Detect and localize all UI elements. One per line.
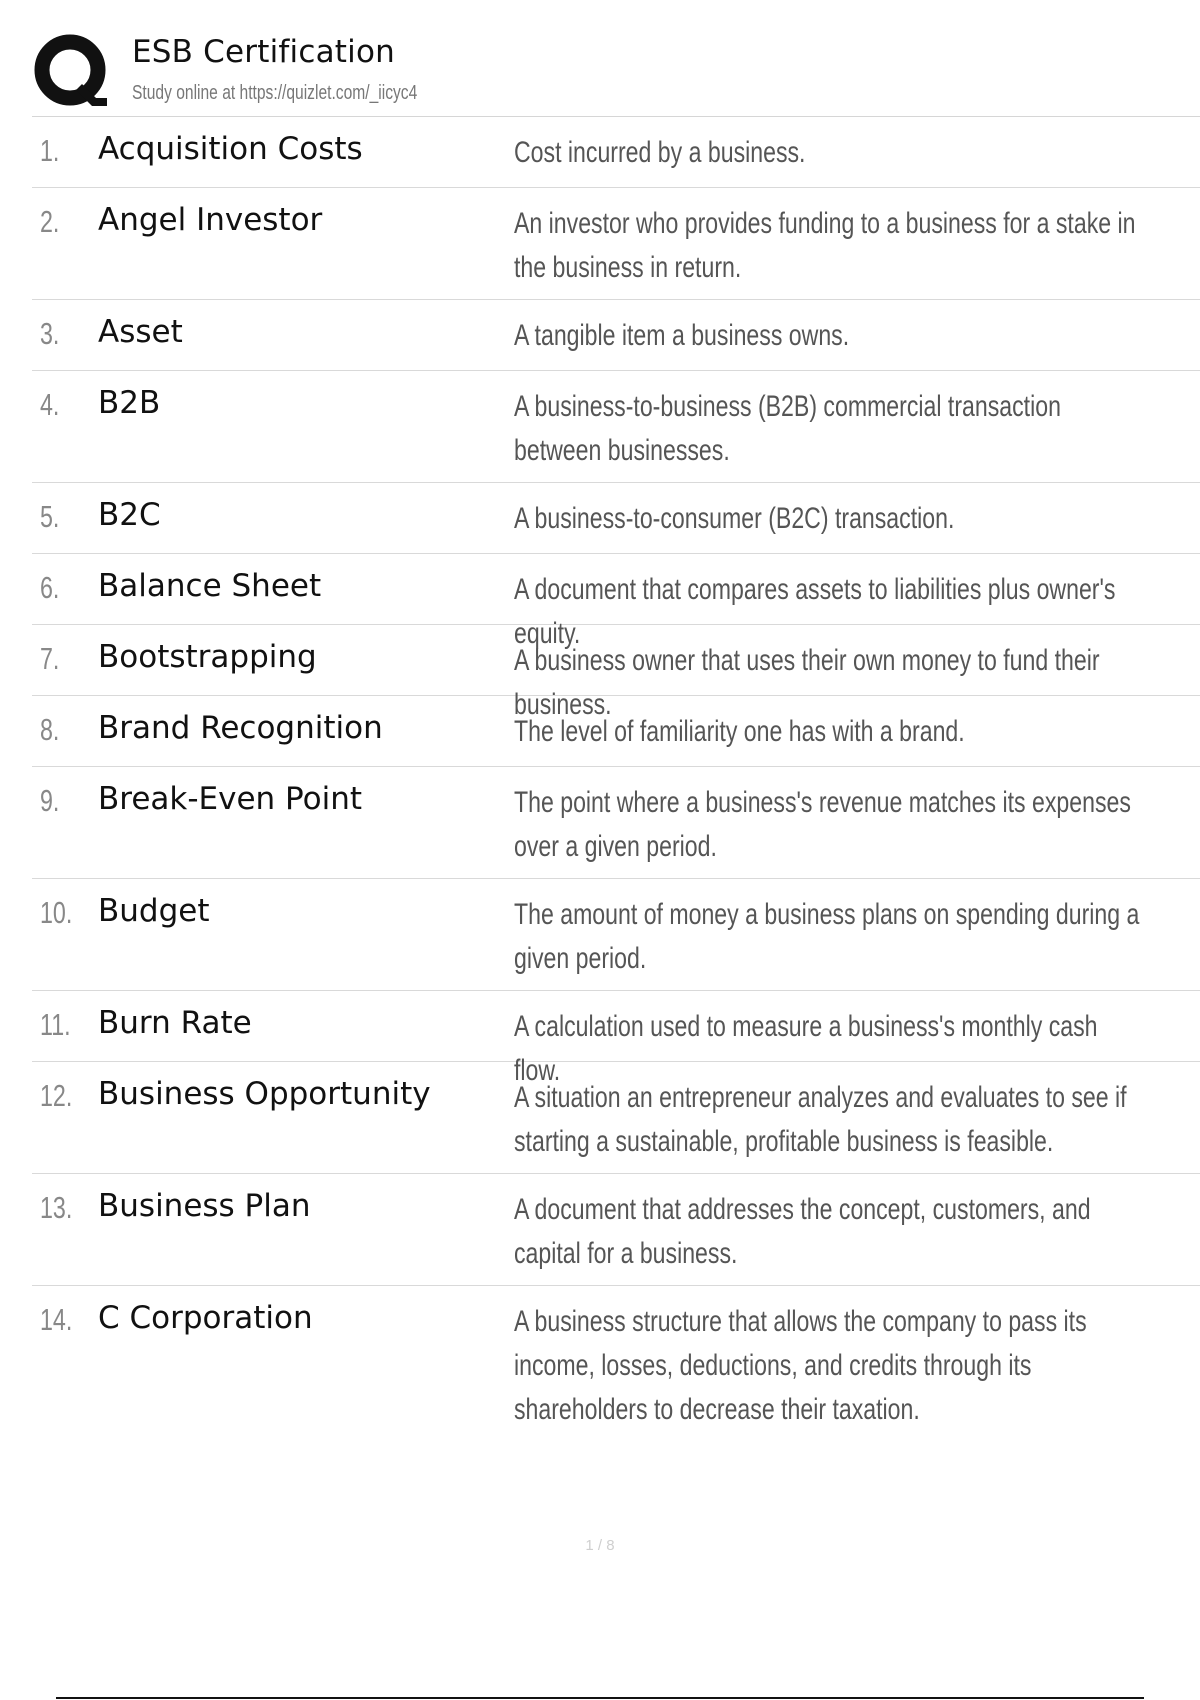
term-definition: Cost incurred by a business. bbox=[514, 136, 806, 169]
term-name: B2B bbox=[98, 385, 161, 421]
term-number: 7. bbox=[40, 641, 60, 676]
term-number: 2. bbox=[40, 204, 60, 239]
term-number: 3. bbox=[40, 316, 60, 351]
term-name: Budget bbox=[98, 893, 210, 929]
term-definition: The amount of money a business plans on spending during a given period. bbox=[514, 898, 1140, 975]
term-name: Business Plan bbox=[98, 1188, 311, 1224]
term-definition: A tangible item a business owns. bbox=[514, 319, 850, 352]
term-definition: The point where a business's revenue matches its expenses over a given period. bbox=[514, 786, 1131, 863]
term-row bbox=[32, 625, 1200, 721]
term-number: 6. bbox=[40, 570, 60, 605]
term-definition: A business-to-consumer (B2C) transaction. bbox=[514, 502, 955, 535]
term-row bbox=[32, 371, 1200, 483]
term-definition: A calculation used to measure a business's monthly cash flow. bbox=[514, 1010, 1098, 1087]
term-number: 9. bbox=[40, 783, 60, 818]
term-definition: A situation an entrepreneur analyzes and evaluates to see if starting a sustainable, profitable business is feasible. bbox=[514, 1081, 1127, 1158]
term-number: 12. bbox=[40, 1078, 73, 1113]
term-name: Business Opportunity bbox=[98, 1076, 431, 1112]
term-row bbox=[32, 483, 1200, 554]
term-number: 11. bbox=[40, 1007, 71, 1042]
term-list bbox=[32, 117, 1200, 1436]
term-number: 10. bbox=[40, 895, 73, 930]
study-link[interactable]: Study online at https://quizlet.com/_iicyc4 bbox=[132, 82, 418, 104]
term-definition: A document that addresses the concept, customers, and capital for a business. bbox=[514, 1193, 1091, 1270]
term-row bbox=[32, 767, 1200, 879]
term-name: Balance Sheet bbox=[98, 568, 322, 604]
term-name: C Corporation bbox=[98, 1300, 313, 1336]
page-header bbox=[32, 30, 1200, 117]
term-row bbox=[32, 117, 1200, 188]
term-definition: A business owner that uses their own money to fund their business. bbox=[514, 644, 1100, 721]
term-row bbox=[32, 879, 1200, 991]
term-row bbox=[32, 1062, 1200, 1174]
term-number: 1. bbox=[40, 133, 60, 168]
term-row bbox=[32, 1286, 1200, 1436]
term-number: 4. bbox=[40, 387, 60, 422]
quizlet-logo-icon bbox=[32, 32, 112, 112]
term-row bbox=[32, 1174, 1200, 1286]
term-name: B2C bbox=[98, 497, 161, 533]
term-row bbox=[32, 188, 1200, 300]
term-name: Acquisition Costs bbox=[98, 131, 363, 167]
term-row bbox=[32, 554, 1200, 650]
term-name: Brand Recognition bbox=[98, 710, 383, 746]
term-name: Angel Investor bbox=[98, 202, 323, 238]
term-number: 5. bbox=[40, 499, 60, 534]
page-divider bbox=[56, 1697, 1144, 1699]
term-number: 14. bbox=[40, 1302, 73, 1337]
term-definition: A document that compares assets to liabilities plus owner's equity. bbox=[514, 573, 1116, 650]
term-name: Break-Even Point bbox=[98, 781, 363, 817]
term-name: Burn Rate bbox=[98, 1005, 252, 1041]
page-number: 1 / 8 bbox=[585, 1537, 615, 1554]
term-row bbox=[32, 300, 1200, 371]
term-definition: The level of familiarity one has with a brand. bbox=[514, 715, 965, 748]
term-definition: An investor who provides funding to a business for a stake in the business in return. bbox=[514, 207, 1136, 284]
term-row bbox=[32, 991, 1200, 1087]
term-definition: A business-to-business (B2B) commercial transaction between businesses. bbox=[514, 390, 1061, 467]
page-title: ESB Certification bbox=[132, 34, 395, 70]
term-name: Asset bbox=[98, 314, 183, 350]
term-name: Bootstrapping bbox=[98, 639, 317, 675]
term-number: 13. bbox=[40, 1190, 73, 1225]
term-row bbox=[32, 696, 1200, 767]
term-definition: A business structure that allows the company to pass its income, losses, deductions, and credits through its shareholders to decrease their taxation. bbox=[514, 1305, 1087, 1426]
term-number: 8. bbox=[40, 712, 60, 747]
